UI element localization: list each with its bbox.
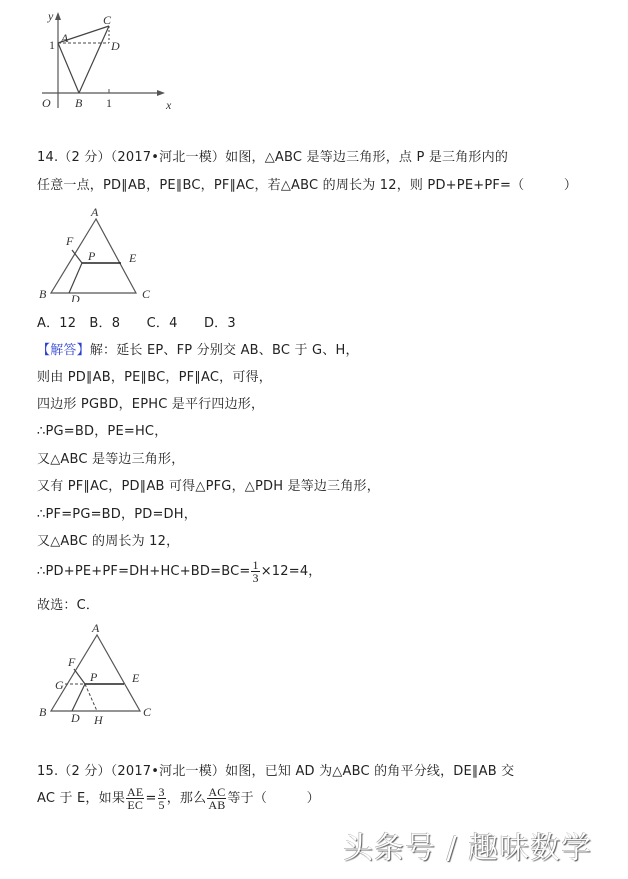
answer-label: 【解答】 (37, 343, 90, 358)
svg-text:B: B (39, 287, 47, 301)
solution-line: ∴PF=PG=BD，PD=DH， (37, 507, 197, 522)
fraction: $\frac{1}{3}$ (252, 558, 259, 585)
svg-text:1: 1 (106, 96, 112, 110)
q14-triangle-figure (36, 202, 156, 306)
svg-text:E: E (132, 671, 140, 685)
svg-text:A: A (91, 205, 99, 219)
q15-line2: AC 于 E，如果 $\frac{AE}{EC}$ = $\frac{3}{5}$ ，那么 $\frac{AC}{AB}$ 等于（ ） (37, 785, 320, 812)
solution-line: 解：延长 EP、FP 分别交 AB、BC 于 G、H， (89, 343, 359, 358)
solution-triangle-figure (36, 618, 156, 732)
svg-text:H: H (94, 713, 103, 727)
fraction: $\frac{AE}{EC}$ (127, 785, 144, 812)
svg-text:B: B (39, 705, 47, 719)
svg-text:A: A (92, 621, 100, 635)
q15-header: 15.（2 分）（2017•河北一模）如图，已知 AD 为△ABC 的角平分线，DE∥AB 交 (37, 764, 515, 779)
solution-final-line: ∴PD+PE+PF=DH+HC+BD=BC= $\frac{1}{3}$ ×12=4， (37, 558, 322, 585)
coordinate-figure (36, 8, 176, 122)
solution-line: ∴PG=BD，PE=HC， (37, 424, 168, 439)
solution-line: 四边形 PGBD，EPHC 是平行四边形， (37, 397, 265, 412)
q14-options: A．12 B．8 C．4 D．3 (37, 316, 236, 331)
watermark: 头条号 / 趣味数学 (343, 831, 593, 866)
q14-line2: 任意一点，PD∥AB，PE∥BC，PF∥AC，若△ABC 的周长为 12，则 PD+PE+PF=（ ） (37, 178, 578, 193)
solution-line: 又有 PF∥AC，PD∥AB 可得△PFG，△PDH 是等边三角形， (37, 479, 380, 494)
svg-text:F: F (66, 234, 74, 248)
svg-text:y: y (48, 9, 54, 23)
svg-text:B: B (75, 96, 83, 110)
svg-text:1: 1 (49, 38, 55, 52)
solution-line: 又△ABC 的周长为 12， (37, 534, 180, 549)
q14-solution-first-line (37, 343, 359, 359)
svg-text:P: P (88, 249, 96, 263)
fraction: $\frac{AC}{AB}$ (208, 785, 226, 812)
fraction: $\frac{3}{5}$ (158, 785, 165, 812)
svg-text:G: G (55, 678, 64, 692)
svg-text:D: D (111, 39, 120, 53)
svg-text:C: C (142, 287, 151, 301)
svg-text:F: F (68, 655, 76, 669)
svg-text:D: D (71, 711, 80, 725)
solution-line: 则由 PD∥AB，PE∥BC，PF∥AC，可得， (37, 370, 272, 385)
svg-text:D: D (71, 292, 80, 302)
svg-text:A: A (61, 31, 69, 45)
svg-text:x: x (166, 98, 172, 112)
svg-text:C: C (103, 13, 112, 27)
solution-line: 又△ABC 是等边三角形， (37, 452, 185, 467)
svg-text:E: E (129, 251, 137, 265)
svg-text:C: C (143, 705, 152, 719)
svg-text:O: O (42, 96, 51, 110)
svg-text:P: P (90, 670, 98, 684)
q14-header: 14.（2 分）（2017•河北一模）如图，△ABC 是等边三角形，点 P 是三角形内的 (37, 150, 509, 165)
answer-choice: 故选：C． (37, 598, 100, 613)
